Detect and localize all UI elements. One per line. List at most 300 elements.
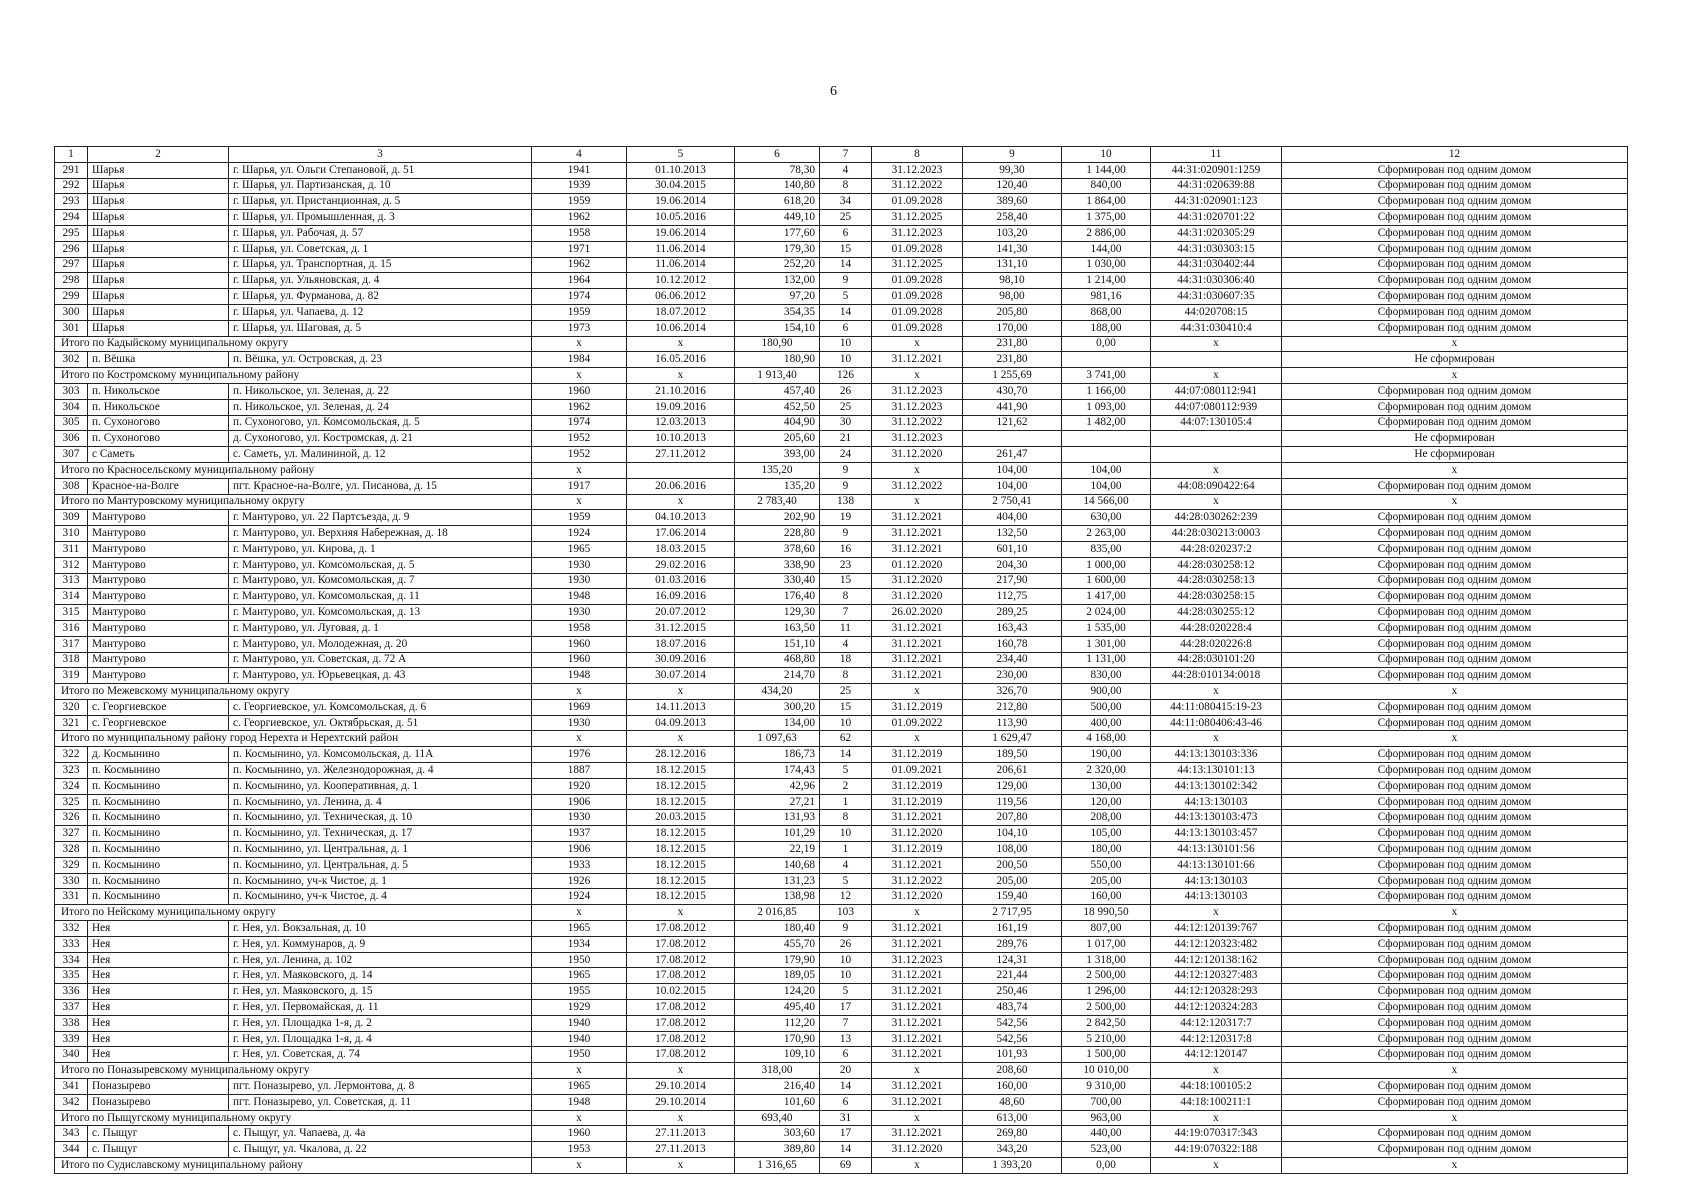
subtotal-value: 62 (820, 731, 872, 747)
settlement: п. Космынино (88, 763, 229, 779)
subtotal-value: 2 750,41 (963, 494, 1062, 510)
row-number: 325 (55, 794, 88, 810)
land-area: 630,00 (1062, 510, 1151, 526)
land-status: Сформирован под одним домом (1282, 952, 1628, 968)
cadastral-number: 44:31:030607:35 (1151, 289, 1282, 305)
settlement: Шарья (88, 289, 229, 305)
land-area (1062, 447, 1151, 463)
settlement: д. Космынино (88, 747, 229, 763)
year-built: 1940 (532, 1015, 627, 1031)
year-built: 1958 (532, 620, 627, 636)
subtotal-value: x (1151, 1063, 1282, 1079)
row-number: 338 (55, 1015, 88, 1031)
land-area: 2 320,00 (1062, 763, 1151, 779)
land-status: Сформирован под одним домом (1282, 826, 1628, 842)
settlement: Шарья (88, 257, 229, 273)
deadline-date: 31.12.2019 (872, 842, 963, 858)
date: 30.04.2015 (627, 178, 735, 194)
year-built: 1965 (532, 968, 627, 984)
address: п. Никольское, ул. Зеленая, д. 22 (229, 383, 532, 399)
subtotal-value: 25 (820, 684, 872, 700)
subtotal-value: x (1282, 731, 1628, 747)
table-row (55, 668, 1628, 684)
subtotal-label: Итого по Мантуровскому муниципальному округу (55, 494, 532, 510)
subtotal-value: x (627, 336, 735, 352)
row-number: 312 (55, 557, 88, 573)
cadastral-number: 44:28:030262:239 (1151, 510, 1282, 526)
address: г. Шарья, ул. Ольги Степановой, д. 51 (229, 162, 532, 178)
table-row (55, 1015, 1628, 1031)
row-number: 337 (55, 1000, 88, 1016)
residents-count: 15 (820, 241, 872, 257)
date: 16.05.2016 (627, 352, 735, 368)
subtotal-value: 1 393,20 (963, 1158, 1062, 1174)
residents-count: 9 (820, 478, 872, 494)
deadline-date: 31.12.2019 (872, 699, 963, 715)
table-row (55, 510, 1628, 526)
settlement: Нея (88, 1015, 229, 1031)
area-value: 131,10 (963, 257, 1062, 273)
land-area: 1 417,00 (1062, 589, 1151, 605)
residents-count: 1 (820, 842, 872, 858)
address: пгт. Поназырево, ул. Лермонтова, д. 8 (229, 1079, 532, 1095)
date: 17.06.2014 (627, 526, 735, 542)
subtotal-label: Итого по Поназыревскому муниципальному округу (55, 1063, 532, 1079)
row-number: 340 (55, 1047, 88, 1063)
deadline-date: 31.12.2022 (872, 478, 963, 494)
subtotal-value: x (1282, 684, 1628, 700)
row-number: 320 (55, 699, 88, 715)
subtotal-label: Итого по муниципальному району город Нерехта и Нерехтский район (55, 731, 532, 747)
area-value: 177,60 (735, 225, 820, 241)
area-value: 430,70 (963, 383, 1062, 399)
deadline-date: 31.12.2020 (872, 573, 963, 589)
residents-count: 10 (820, 968, 872, 984)
address: п. Вёшка, ул. Островская, д. 23 (229, 352, 532, 368)
land-area: 1 864,00 (1062, 194, 1151, 210)
area-value: 542,56 (963, 1015, 1062, 1031)
deadline-date: 01.09.2028 (872, 273, 963, 289)
subtotal-value: x (1282, 494, 1628, 510)
subtotal-value: x (532, 1110, 627, 1126)
address: с. Саметь, ул. Малининой, д. 12 (229, 447, 532, 463)
residents-count: 17 (820, 1000, 872, 1016)
area-value: 112,20 (735, 1015, 820, 1031)
land-area: 1 482,00 (1062, 415, 1151, 431)
year-built: 1952 (532, 447, 627, 463)
year-built: 1920 (532, 778, 627, 794)
cadastral-number: 44:28:030255:12 (1151, 605, 1282, 621)
area-value: 303,60 (735, 1126, 820, 1142)
subtotal-value: x (1151, 684, 1282, 700)
table-row (55, 225, 1628, 241)
area-value: 160,78 (963, 636, 1062, 652)
subtotal-value: 103 (820, 905, 872, 921)
residents-count: 6 (820, 320, 872, 336)
column-number: 2 (88, 147, 229, 163)
land-area: 1 000,00 (1062, 557, 1151, 573)
land-area: 130,00 (1062, 778, 1151, 794)
date: 17.08.2012 (627, 952, 735, 968)
year-built: 1930 (532, 715, 627, 731)
row-number: 327 (55, 826, 88, 842)
area-value: 120,40 (963, 178, 1062, 194)
subtotal-label: Итого по Красносельскому муниципальному району (55, 462, 532, 478)
table-row (55, 573, 1628, 589)
area-value: 103,20 (963, 225, 1062, 241)
cadastral-number: 44:12:120317:8 (1151, 1031, 1282, 1047)
area-value: 48,60 (963, 1094, 1062, 1110)
area-value: 457,40 (735, 383, 820, 399)
row-number: 322 (55, 747, 88, 763)
year-built: 1940 (532, 1031, 627, 1047)
deadline-date: 31.12.2021 (872, 636, 963, 652)
subtotal-value: x (1282, 462, 1628, 478)
area-value: 112,75 (963, 589, 1062, 605)
cadastral-number: 44:13:130103:473 (1151, 810, 1282, 826)
area-value: 221,44 (963, 968, 1062, 984)
deadline-date: 31.12.2020 (872, 447, 963, 463)
table-row (55, 889, 1628, 905)
date: 18.12.2015 (627, 763, 735, 779)
date: 29.02.2016 (627, 557, 735, 573)
year-built: 1933 (532, 857, 627, 873)
address: п. Космынино, ул. Ленина, д. 4 (229, 794, 532, 810)
land-area: 807,00 (1062, 921, 1151, 937)
row-number: 301 (55, 320, 88, 336)
subtotal-value: x (872, 1063, 963, 1079)
date: 18.12.2015 (627, 857, 735, 873)
deadline-date: 01.09.2028 (872, 289, 963, 305)
row-number: 319 (55, 668, 88, 684)
land-status: Сформирован под одним домом (1282, 984, 1628, 1000)
date: 18.12.2015 (627, 889, 735, 905)
land-area: 1 500,00 (1062, 1047, 1151, 1063)
subtotal-value: x (872, 462, 963, 478)
year-built: 1930 (532, 605, 627, 621)
area-value: 230,00 (963, 668, 1062, 684)
date: 27.11.2013 (627, 1126, 735, 1142)
table-row (55, 936, 1628, 952)
settlement: Мантурово (88, 620, 229, 636)
land-area: 1 093,00 (1062, 399, 1151, 415)
land-area: 1 375,00 (1062, 210, 1151, 226)
settlement: с. Георгиевское (88, 699, 229, 715)
residents-count: 10 (820, 352, 872, 368)
address: г. Мантурово, ул. Комсомольская, д. 13 (229, 605, 532, 621)
settlement: п. Вёшка (88, 352, 229, 368)
settlement: с Саметь (88, 447, 229, 463)
area-value: 205,60 (735, 431, 820, 447)
deadline-date: 31.12.2021 (872, 1094, 963, 1110)
deadline-date: 01.09.2028 (872, 241, 963, 257)
row-number: 300 (55, 304, 88, 320)
cadastral-number: 44:07:080112:939 (1151, 399, 1282, 415)
residents-count: 9 (820, 526, 872, 542)
settlement: Шарья (88, 241, 229, 257)
area-value: 161,19 (963, 921, 1062, 937)
residents-count: 6 (820, 1047, 872, 1063)
area-value: 138,98 (735, 889, 820, 905)
subtotal-value: x (1282, 1110, 1628, 1126)
subtotal-value: 434,20 (735, 684, 820, 700)
cadastral-number: 44:12:120327:483 (1151, 968, 1282, 984)
row-number: 316 (55, 620, 88, 636)
row-number: 295 (55, 225, 88, 241)
column-number: 8 (872, 147, 963, 163)
land-status: Сформирован под одним домом (1282, 241, 1628, 257)
deadline-date: 31.12.2023 (872, 431, 963, 447)
deadline-date: 31.12.2023 (872, 399, 963, 415)
address: п. Космынино, ул. Центральная, д. 5 (229, 857, 532, 873)
deadline-date: 01.09.2028 (872, 320, 963, 336)
deadline-date: 31.12.2025 (872, 210, 963, 226)
table-row (55, 210, 1628, 226)
address: п. Космынино, ул. Кооперативная, д. 1 (229, 778, 532, 794)
cadastral-number: 44:31:020701:22 (1151, 210, 1282, 226)
column-number: 6 (735, 147, 820, 163)
subtotal-row (55, 1110, 1628, 1126)
row-number: 324 (55, 778, 88, 794)
deadline-date: 31.12.2021 (872, 510, 963, 526)
address: г. Шарья, ул. Партизанская, д. 10 (229, 178, 532, 194)
deadline-date: 01.09.2028 (872, 304, 963, 320)
area-value: 98,10 (963, 273, 1062, 289)
table-row (55, 241, 1628, 257)
area-value: 289,25 (963, 605, 1062, 621)
deadline-date: 31.12.2021 (872, 620, 963, 636)
year-built: 1948 (532, 589, 627, 605)
area-value: 135,20 (735, 478, 820, 494)
area-value: 217,90 (963, 573, 1062, 589)
year-built: 1969 (532, 699, 627, 715)
year-built: 1930 (532, 557, 627, 573)
land-status: Сформирован под одним домом (1282, 162, 1628, 178)
row-number: 313 (55, 573, 88, 589)
cadastral-number: 44:18:100211:1 (1151, 1094, 1282, 1110)
address: п. Космынино, ул. Техническая, д. 17 (229, 826, 532, 842)
subtotal-value: 2 016,85 (735, 905, 820, 921)
cadastral-number: 44:020708:15 (1151, 304, 1282, 320)
land-area: 5 210,00 (1062, 1031, 1151, 1047)
subtotal-value: 138 (820, 494, 872, 510)
residents-count: 8 (820, 810, 872, 826)
cadastral-number: 44:19:070322:188 (1151, 1142, 1282, 1158)
year-built: 1974 (532, 289, 627, 305)
subtotal-value: 31 (820, 1110, 872, 1126)
address: г. Шарья, ул. Ульяновская, д. 4 (229, 273, 532, 289)
table-row (55, 557, 1628, 573)
address: с. Георгиевское, ул. Октябрьская, д. 51 (229, 715, 532, 731)
year-built: 1906 (532, 794, 627, 810)
subtotal-value: x (1282, 905, 1628, 921)
land-area: 400,00 (1062, 715, 1151, 731)
date: 30.07.2014 (627, 668, 735, 684)
subtotal-value: x (532, 336, 627, 352)
area-value: 300,20 (735, 699, 820, 715)
area-value: 180,40 (735, 921, 820, 937)
settlement: Шарья (88, 304, 229, 320)
date: 19.06.2014 (627, 225, 735, 241)
area-value: 131,23 (735, 873, 820, 889)
row-number: 314 (55, 589, 88, 605)
land-area: 190,00 (1062, 747, 1151, 763)
area-value: 261,47 (963, 447, 1062, 463)
area-value: 495,40 (735, 1000, 820, 1016)
table-row (55, 304, 1628, 320)
cadastral-number: 44:12:120317:7 (1151, 1015, 1282, 1031)
address: г. Нея, ул. Маяковского, д. 15 (229, 984, 532, 1000)
subtotal-value: 900,00 (1062, 684, 1151, 700)
table-row (55, 984, 1628, 1000)
year-built: 1984 (532, 352, 627, 368)
settlement: п. Космынино (88, 889, 229, 905)
year-built: 1950 (532, 1047, 627, 1063)
area-value: 214,70 (735, 668, 820, 684)
address: г. Шарья, ул. Промышленная, д. 3 (229, 210, 532, 226)
address: г. Мантурово, ул. Луговая, д. 1 (229, 620, 532, 636)
row-number: 335 (55, 968, 88, 984)
subtotal-value: 1 913,40 (735, 368, 820, 384)
deadline-date: 31.12.2021 (872, 968, 963, 984)
cadastral-number: 44:31:020901:123 (1151, 194, 1282, 210)
deadline-date: 31.12.2020 (872, 589, 963, 605)
area-value: 393,00 (735, 447, 820, 463)
date: 27.11.2012 (627, 447, 735, 463)
area-value: 231,80 (963, 352, 1062, 368)
land-area: 2 500,00 (1062, 1000, 1151, 1016)
land-area: 1 301,00 (1062, 636, 1151, 652)
land-status: Сформирован под одним домом (1282, 810, 1628, 826)
cadastral-number: 44:13:130102:342 (1151, 778, 1282, 794)
date: 17.08.2012 (627, 1031, 735, 1047)
residents-count: 4 (820, 162, 872, 178)
row-number: 341 (55, 1079, 88, 1095)
land-area: 188,00 (1062, 320, 1151, 336)
registry-table (54, 146, 1628, 1174)
table-row (55, 810, 1628, 826)
table-row (55, 873, 1628, 889)
subtotal-value: x (1282, 368, 1628, 384)
table-row (55, 605, 1628, 621)
cadastral-number: 44:31:020639:88 (1151, 178, 1282, 194)
table-row (55, 383, 1628, 399)
settlement: Мантурово (88, 557, 229, 573)
area-value: 468,80 (735, 652, 820, 668)
table-row (55, 589, 1628, 605)
deadline-date: 26.02.2020 (872, 605, 963, 621)
residents-count: 13 (820, 1031, 872, 1047)
year-built: 1939 (532, 178, 627, 194)
date: 31.12.2015 (627, 620, 735, 636)
year-built: 1965 (532, 1079, 627, 1095)
date: 04.09.2013 (627, 715, 735, 731)
area-value: 22,19 (735, 842, 820, 858)
year-built: 1971 (532, 241, 627, 257)
land-area: 2 263,00 (1062, 526, 1151, 542)
table-row (55, 952, 1628, 968)
subtotal-label: Итого по Кадыйскому муниципальному округу (55, 336, 532, 352)
year-built: 1973 (532, 320, 627, 336)
residents-count: 8 (820, 668, 872, 684)
residents-count: 14 (820, 1142, 872, 1158)
land-area: 2 500,00 (1062, 968, 1151, 984)
settlement: Шарья (88, 194, 229, 210)
deadline-date: 31.12.2021 (872, 541, 963, 557)
land-area: 208,00 (1062, 810, 1151, 826)
column-number: 1 (55, 147, 88, 163)
year-built: 1948 (532, 1094, 627, 1110)
settlement: Нея (88, 936, 229, 952)
column-number: 4 (532, 147, 627, 163)
address: г. Шарья, ул. Транспортная, д. 15 (229, 257, 532, 273)
residents-count: 14 (820, 304, 872, 320)
cadastral-number: 44:31:030402:44 (1151, 257, 1282, 273)
settlement: Мантурово (88, 668, 229, 684)
date: 14.11.2013 (627, 699, 735, 715)
table-row (55, 794, 1628, 810)
row-number: 343 (55, 1126, 88, 1142)
row-number: 329 (55, 857, 88, 873)
residents-count: 1 (820, 794, 872, 810)
date: 11.06.2014 (627, 257, 735, 273)
land-status: Сформирован под одним домом (1282, 210, 1628, 226)
date: 20.06.2016 (627, 478, 735, 494)
area-value: 204,30 (963, 557, 1062, 573)
year-built: 1934 (532, 936, 627, 952)
year-built: 1941 (532, 162, 627, 178)
land-status: Сформирован под одним домом (1282, 636, 1628, 652)
address: г. Нея, ул. Коммунаров, д. 9 (229, 936, 532, 952)
address: г. Мантурово, ул. Кирова, д. 1 (229, 541, 532, 557)
settlement: Мантурово (88, 636, 229, 652)
residents-count: 7 (820, 605, 872, 621)
land-status: Сформирован под одним домом (1282, 936, 1628, 952)
cadastral-number: 44:12:120324:283 (1151, 1000, 1282, 1016)
table-row (55, 857, 1628, 873)
cadastral-number: 44:12:120138:162 (1151, 952, 1282, 968)
area-value: 618,20 (735, 194, 820, 210)
settlement: п. Никольское (88, 383, 229, 399)
row-number: 292 (55, 178, 88, 194)
date: 06.06.2012 (627, 289, 735, 305)
address: г. Мантурово, ул. Юрьевецкая, д. 43 (229, 668, 532, 684)
date: 11.06.2014 (627, 241, 735, 257)
settlement: Мантурово (88, 541, 229, 557)
residents-count: 24 (820, 447, 872, 463)
area-value: 160,00 (963, 1079, 1062, 1095)
area-value: 101,93 (963, 1047, 1062, 1063)
year-built: 1937 (532, 826, 627, 842)
area-value: 101,29 (735, 826, 820, 842)
deadline-date: 01.09.2021 (872, 763, 963, 779)
deadline-date: 31.12.2021 (872, 984, 963, 1000)
area-value: 186,73 (735, 747, 820, 763)
land-status: Сформирован под одним домом (1282, 763, 1628, 779)
address: г. Нея, ул. Маяковского, д. 14 (229, 968, 532, 984)
area-value: 343,20 (963, 1142, 1062, 1158)
year-built: 1964 (532, 273, 627, 289)
address: г. Шарья, ул. Фурманова, д. 82 (229, 289, 532, 305)
row-number: 323 (55, 763, 88, 779)
residents-count: 15 (820, 699, 872, 715)
address: п. Космынино, ул. Центральная, д. 1 (229, 842, 532, 858)
date: 01.10.2013 (627, 162, 735, 178)
row-number: 318 (55, 652, 88, 668)
settlement: Нея (88, 968, 229, 984)
table-row (55, 194, 1628, 210)
row-number: 310 (55, 526, 88, 542)
